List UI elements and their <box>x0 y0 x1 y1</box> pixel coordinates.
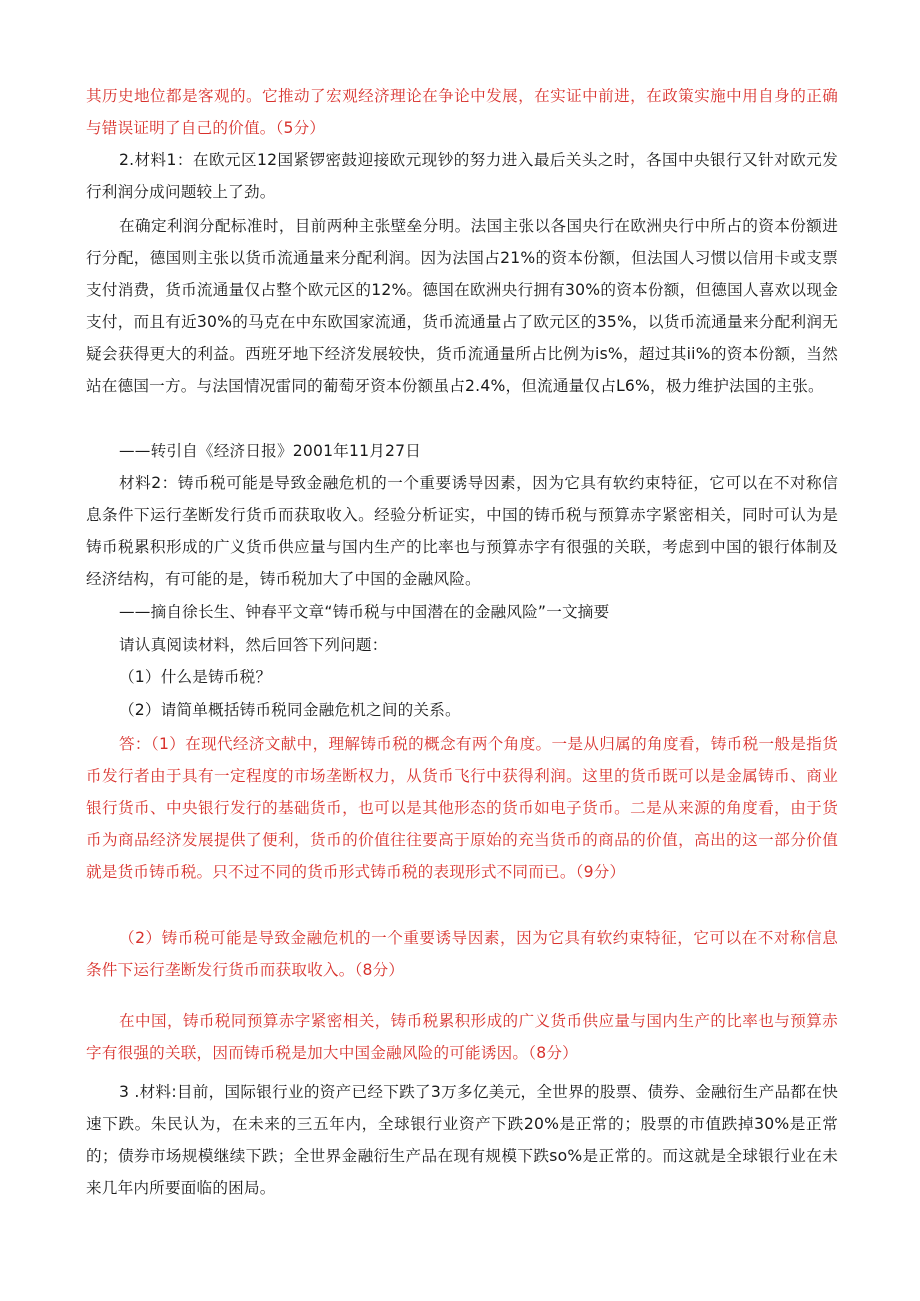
material-2-1-body: 在确定利润分配标准时，目前两种主张壁垒分明。法国主张以各国央行在欧洲央行中所占的资本份额进行分配，德国则主张以货币流通量来分配利润。因为法国占21%的资本份额，但法国人习惯以信用卡或支票支付消费，货币流通量仅占整个欧元区的12%。德国在欧洲央行拥有30%的资本份额，但德国人喜欢以现金支付，而且有近30%的马克在中东欧国家流通，货币流通量占了欧元区的35%，以货币流通量来分配利润无疑会获得更大的利益。西班牙地下经济发展较快，货币流通量所占比例为is%，超过其ii%的资本份额，当然站在德国一方。与法国情况雷同的葡萄牙资本份额虽占2.4%，但流通量仅占L6%，极力维护法国的主张。 <box>86 217 838 395</box>
question-2: （2）请简单概括铸币税同金融危机之间的关系。 <box>119 701 461 719</box>
material-2-1-source: ——转引自《经济日报》2001年11月27日 <box>119 442 422 460</box>
answer-2-continued: 在中国，铸币税同预算赤字紧密相关，铸币税累积形成的广义货币供应量与国内生产的比率也与预算赤字有很强的关联，因而铸币税是加大中国金融风险的可能诱因。（8分） <box>86 1012 838 1062</box>
material-2-2-source: ——摘自徐长生、钟春平文章“铸币税与中国潜在的金融风险”一文摘要 <box>119 603 610 621</box>
answer-1: 答：（1）在现代经济文献中，理解铸币税的概念有两个角度。一是从归属的角度看，铸币税一般是指货币发行者由于具有一定程度的市场垄断权力，从货币飞行中获得利润。这里的货币既可以是金属铸币、商业银行货币、中央银行发行的基础货币，也可以是其他形态的货币如电子货币。二是从来源的角度看，由于货币为商品经济发展提供了便利，货币的价值往往要高于原始的充当货币的商品的价值，高出的这一部分价值就是货币铸币税。只不过不同的货币形式铸币税的表现形式不同而已。（9分） <box>86 735 838 881</box>
material-3-body: 3 .材料:目前，国际银行业的资产已经下跌了3万多亿美元，全世界的股票、债券、金融衍生产品都在快速下跌。朱民认为，在未来的三五年内，全球银行业资产下跌20%是正常的；股票的市值跌掉30%是正常的；债券市场规模继续下跌；全世界金融衍生产品在现有规模下跌so%是正常的。而这就是全球银行业在未来几年内所要面临的困局。 <box>86 1083 838 1197</box>
material-2-2-body: 材料2：铸币税可能是导致金融危机的一个重要诱导因素，因为它具有软约束特征，它可以在不对称信息条件下运行垄断发行货币而获取收入。经验分析证实，中国的铸币税与预算赤字紧密相关，同时可认为是铸币税累积形成的广义货币供应量与国内生产的比率也与预算赤字有很强的关联，考虑到中国的银行体制及经济结构，有可能的是，铸币税加大了中国的金融风险。 <box>86 474 838 588</box>
question-1: （1）什么是铸币税？ <box>119 668 272 686</box>
question-instruction: 请认真阅读材料，然后回答下列问题： <box>119 636 388 654</box>
answer-2: （2）铸币税可能是导致金融危机的一个重要诱导因素，因为它具有软约束特征，它可以在不对称信息条件下运行垄断发行货币而获取收入。（8分） <box>86 929 838 979</box>
material-2-1-intro: 2.材料1：在欧元区12国紧锣密鼓迎接欧元现钞的努力进入最后关头之时，各国中央银行又针对欧元发行利润分成问题较上了劲。 <box>86 151 838 201</box>
answer-paragraph-1-end: 其历史地位都是客观的。它推动了宏观经济理论在争论中发展，在实证中前进，在政策实施中用自身的正确与错误证明了自己的价值。（5分） <box>86 87 838 137</box>
